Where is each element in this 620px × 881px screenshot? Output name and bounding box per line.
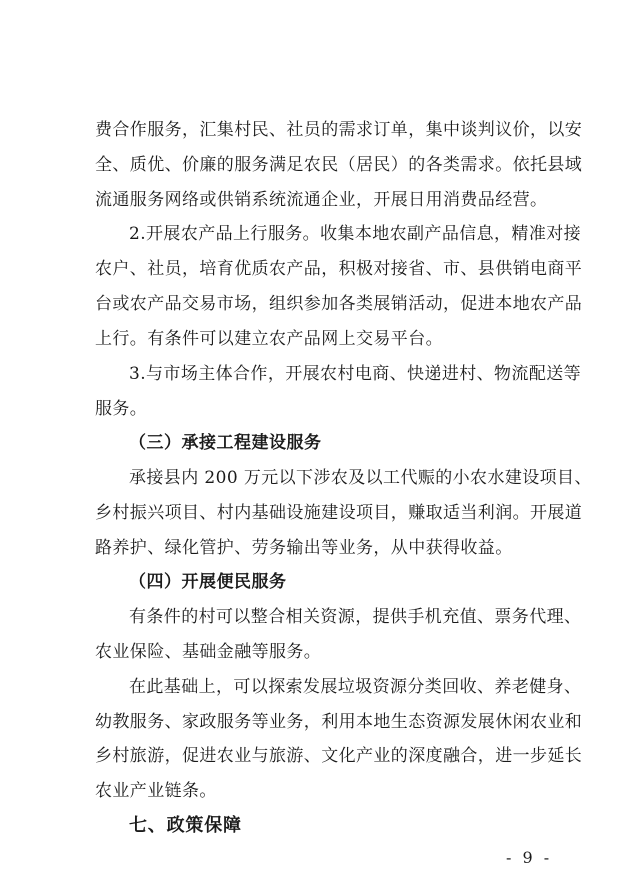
paragraph-line: 上行。有条件可以建立农产品网上交易平台。	[95, 329, 443, 349]
paragraph-line: 费合作服务，汇集村民、社员的需求订单，集中谈判议价，以安	[95, 120, 583, 140]
subsection-heading: （三）承接工程建设服务	[129, 433, 322, 453]
paragraph-line: 服务。	[95, 399, 148, 419]
paragraph-line: 乡村振兴项目、村内基础设施建设项目，赚取适当利润。开展道	[95, 503, 583, 523]
paragraph-line: 承接县内 200 万元以下涉农及以工代赈的小农水建设项目、	[129, 468, 592, 488]
paragraph-line: 在此基础上，可以探索发展垃圾资源分类回收、养老健身、	[129, 677, 582, 697]
paragraph-line: 台或农产品交易市场，组织参加各类展销活动，促进本地农产品	[95, 294, 583, 314]
page-number: - 9 -	[506, 848, 553, 867]
paragraph-line: 农业保险、基础金融等服务。	[95, 642, 322, 662]
paragraph-line: 流通服务网络或供销系统流通企业，开展日用消费品经营。	[95, 190, 548, 210]
paragraph-line: 2.开展农产品上行服务。收集本地农副产品信息，精准对接	[129, 224, 582, 244]
paragraph-line: 全、质优、价廉的服务满足农民（居民）的各类需求。依托县域	[95, 155, 583, 175]
paragraph-line: 路养护、绿化管护、劳务输出等业务，从中获得收益。	[95, 538, 513, 558]
paragraph-line: 农业产业链条。	[95, 781, 217, 801]
subsection-heading: （四）开展便民服务	[129, 572, 287, 592]
paragraph-line: 乡村旅游，促进农业与旅游、文化产业的深度融合，进一步延长	[95, 746, 583, 766]
paragraph-line: 幼教服务、家政服务等业务，利用本地生态资源发展休闲农业和	[95, 712, 583, 732]
paragraph-line: 农户、社员，培育优质农产品，积极对接省、市、县供销电商平	[95, 259, 583, 279]
section-heading: 七、政策保障	[129, 815, 242, 836]
paragraph-line: 有条件的村可以整合相关资源，提供手机充值、票务代理、	[129, 607, 582, 627]
paragraph-line: 3.与市场主体合作，开展农村电商、快递进村、物流配送等	[129, 364, 582, 384]
